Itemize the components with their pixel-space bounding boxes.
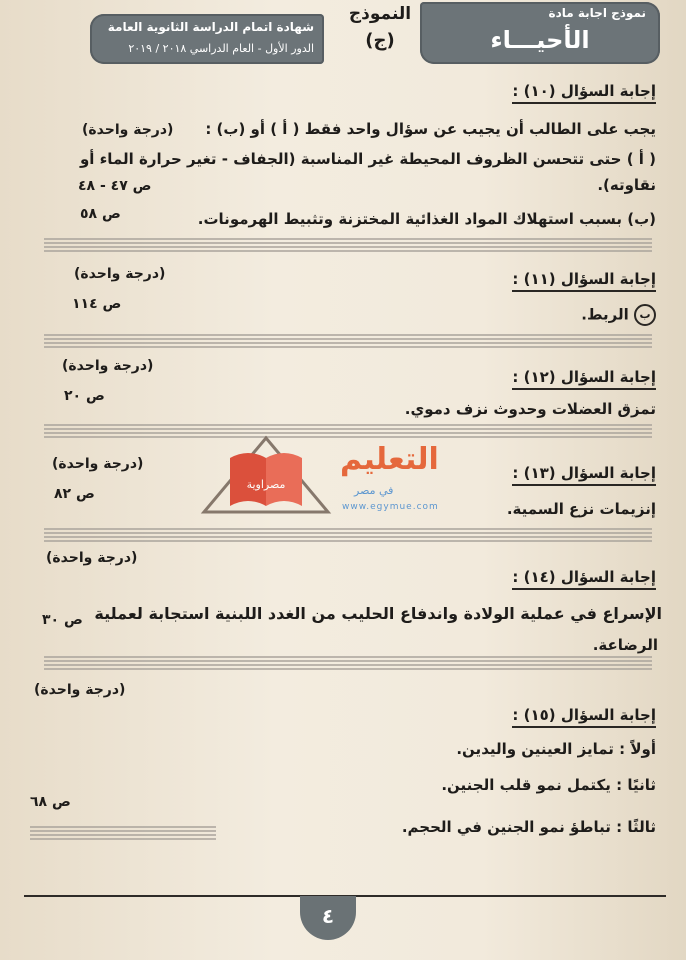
q10-answer-a-line2: نقاوته). — [597, 176, 656, 194]
separator-5 — [44, 656, 652, 670]
book-logo-text: مصراوية — [246, 478, 286, 491]
q11-heading: إجابة السؤال (١١) : — [512, 270, 656, 288]
q15-answer-second: ثانيًا : يكتمل نمو قلب الجنين. — [441, 776, 656, 794]
q10-heading: إجابة السؤال (١٠) : — [512, 82, 656, 100]
q10-instruction: يجب على الطالب أن يجيب عن سؤال واحد فقط ( أ ) أو (ب) : — [205, 120, 656, 138]
watermark-brand-sub: في مصر — [354, 484, 394, 497]
q12-heading: إجابة السؤال (١٢) : — [512, 368, 656, 386]
subject-banner — [420, 2, 660, 64]
q11-answer-text: الربط. — [581, 305, 629, 324]
q13-grade: (درجة واحدة) — [52, 456, 144, 472]
q11-page-ref: ص ١١٤ — [72, 296, 122, 312]
model-label — [334, 4, 426, 64]
q13-heading: إجابة السؤال (١٣) : — [512, 464, 656, 482]
separator-1 — [44, 238, 652, 252]
book-logo-icon — [196, 432, 336, 518]
q15-answer-first: أولاً : تمايز العينين واليدين. — [456, 740, 656, 758]
q13-answer: إنزيمات نزع السمية. — [506, 500, 656, 518]
watermark — [190, 432, 500, 520]
watermark-url: www.egymue.com — [342, 502, 439, 512]
q14-heading: إجابة السؤال (١٤) : — [512, 568, 656, 586]
subject-title: الأحيـــاء — [490, 26, 590, 54]
q10-answer-b: (ب) بسبب استهلاك المواد الغذائية المختزنة وتثبيط الهرمونات. — [197, 210, 656, 228]
q14-page-ref: ص ٣٠ — [42, 612, 83, 628]
q15-heading: إجابة السؤال (١٥) : — [512, 706, 656, 724]
q14-grade: (درجة واحدة) — [46, 550, 138, 566]
q10-a-page-ref: ص ٤٧ - ٤٨ — [78, 178, 152, 194]
certificate-line: شهادة اتمام الدراسة الثانوية العامة — [107, 20, 314, 34]
q12-grade: (درجة واحدة) — [62, 358, 154, 374]
model-title: النموذج — [348, 4, 412, 24]
q15-page-ref: ص ٦٨ — [30, 794, 71, 810]
q12-page-ref: ص ٢٠ — [64, 388, 105, 404]
q10-answer-a-line1: ( أ ) حتى تتحسن الظروف المحيطة غير المناسبة (الجفاف - تغير حرارة الماء أو — [79, 150, 656, 168]
choice-b-circle-icon: ب — [634, 304, 656, 326]
subject-caption: نموذج اجابة مادة — [548, 6, 646, 20]
page-number: ٤ — [300, 896, 356, 940]
certificate-banner — [90, 14, 324, 64]
q11-grade: (درجة واحدة) — [74, 266, 166, 282]
q15-answer-third: ثالثًا : تباطؤ نمو الجنين في الحجم. — [401, 818, 656, 836]
q14-answer-line2: الرضاعة. — [592, 636, 658, 654]
q11-answer — [581, 304, 656, 326]
separator-2 — [44, 334, 652, 348]
watermark-brand: التعليم — [340, 442, 439, 477]
round-line: الدور الأول - العام الدراسي ٢٠١٨ / ٢٠١٩ — [128, 42, 314, 55]
q12-answer: تمزق العضلات وحدوث نزف دموي. — [404, 400, 656, 418]
q10-grade: (درجة واحدة) — [82, 122, 174, 138]
q13-page-ref: ص ٨٢ — [54, 486, 95, 502]
separator-6 — [30, 826, 216, 840]
q10-b-page-ref: ص ٥٨ — [80, 206, 121, 222]
model-code: (ج) — [365, 30, 395, 51]
q14-answer-line1: الإسراع في عملية الولادة واندفاع الحليب من الغدد اللبنية استجابة لعملية — [94, 604, 662, 623]
separator-4 — [44, 528, 652, 542]
q15-grade: (درجة واحدة) — [34, 682, 126, 698]
